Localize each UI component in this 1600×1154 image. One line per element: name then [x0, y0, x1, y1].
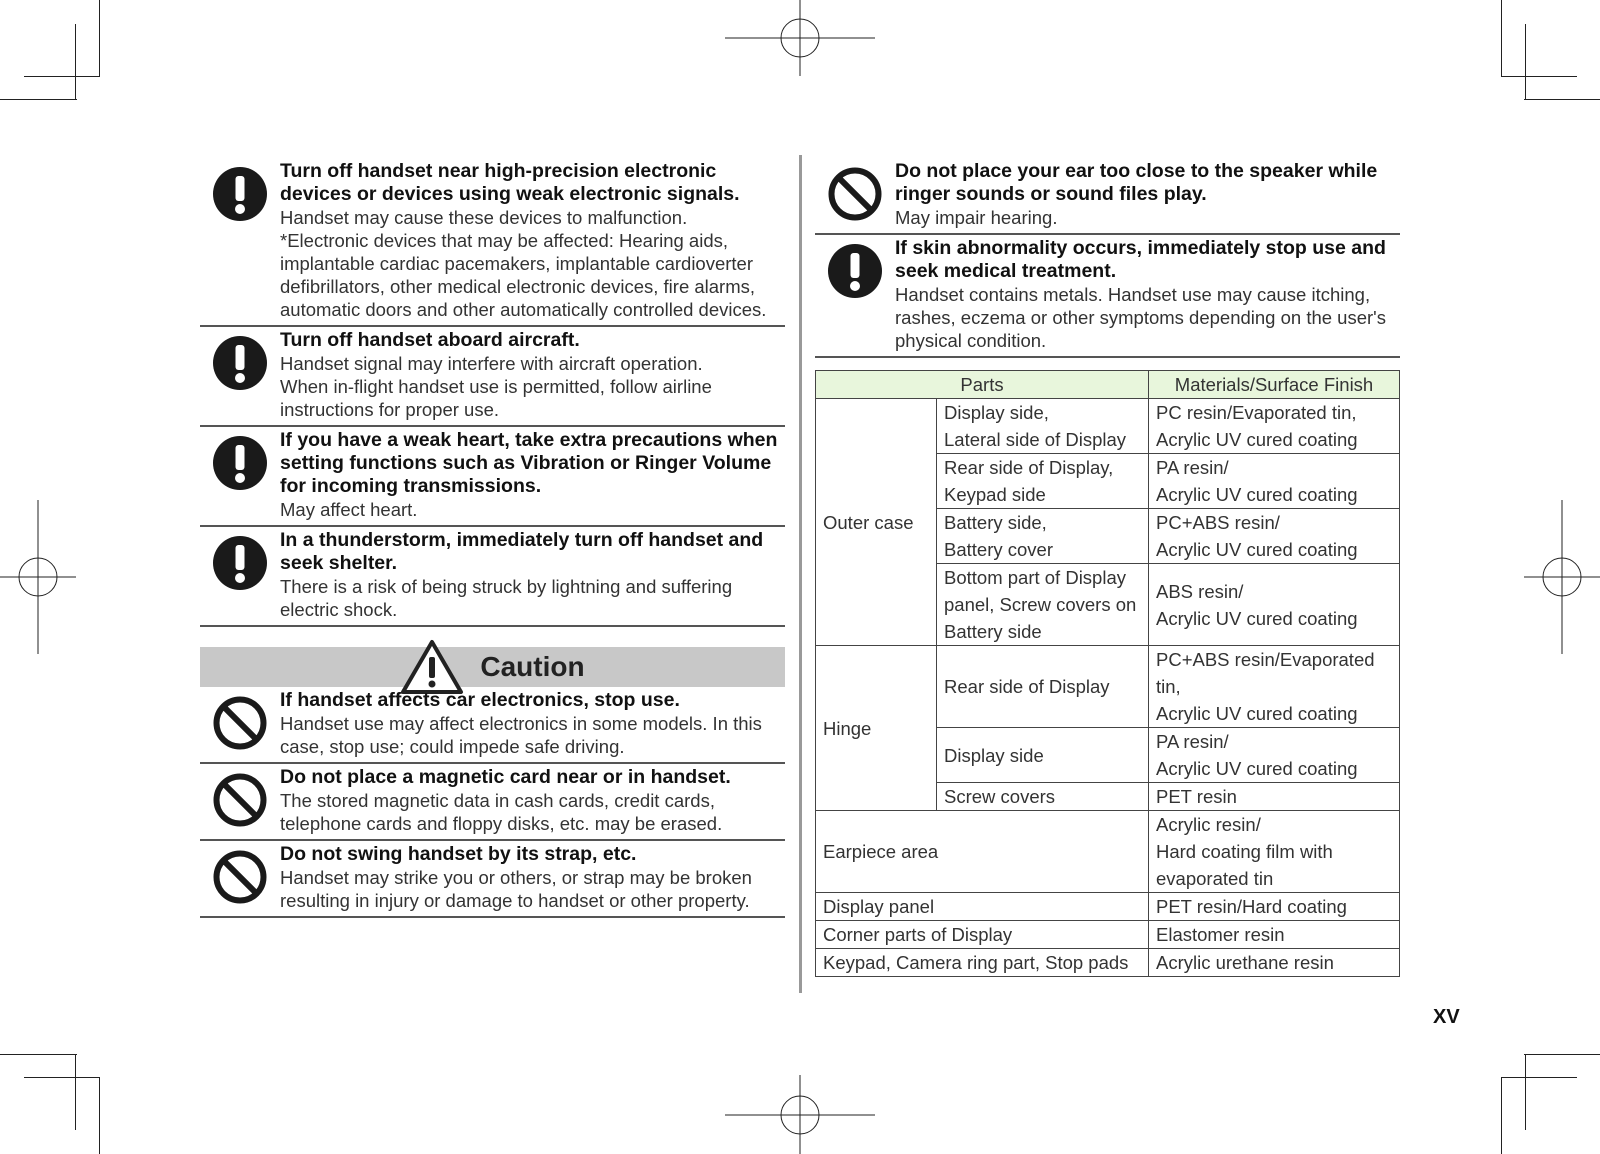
part-cell: Rear side of Display, Keypad side	[937, 454, 1149, 509]
safety-item-icon	[200, 160, 280, 321]
table-header-row	[816, 371, 1400, 399]
prohibition-icon	[212, 772, 268, 828]
exclamation-icon	[212, 435, 268, 491]
safety-item-body: The stored magnetic data in cash cards, credit cards, telephone cards and floppy disks, etc. may be erased.	[280, 790, 723, 834]
prohibition-icon	[827, 166, 883, 222]
safety-item-icon	[815, 160, 895, 229]
safety-item-title: Do not swing handset by its strap, etc.	[280, 843, 637, 865]
safety-item-title: If handset affects car electronics, stop use.	[280, 689, 680, 711]
part-cell: Keypad, Camera ring part, Stop pads	[816, 949, 1149, 977]
part-cell: Display side, Lateral side of Display	[937, 399, 1149, 454]
caution-header	[200, 647, 785, 687]
prohibition-icon	[212, 695, 268, 751]
safety-item-text	[280, 329, 785, 421]
part-cell: Display side	[937, 728, 1149, 783]
material-cell: PC resin/Evaporated tin, Acrylic UV cured coating	[1149, 399, 1400, 454]
table-row	[816, 949, 1400, 977]
safety-item	[200, 327, 785, 427]
registration-target-icon	[1520, 500, 1600, 654]
material-cell: Acrylic resin/ Hard coating film with evaporated tin	[1149, 811, 1400, 893]
safety-item-title: Turn off handset aboard aircraft.	[280, 329, 580, 351]
table-row	[816, 811, 1400, 893]
material-cell: Elastomer resin	[1149, 921, 1400, 949]
warning-triangle-icon	[400, 639, 464, 695]
group-outer-case: Outer case	[816, 399, 937, 646]
safety-item-title: In a thunderstorm, immediately turn off handset and seek shelter.	[280, 529, 764, 574]
part-cell: Rear side of Display	[937, 646, 1149, 728]
safety-item-text	[280, 160, 785, 321]
warning-list	[200, 158, 785, 627]
group-hinge: Hinge	[816, 646, 937, 811]
part-cell: Corner parts of Display	[816, 921, 1149, 949]
safety-item-icon	[200, 766, 280, 835]
safety-item-text	[280, 529, 785, 621]
safety-item-icon	[815, 237, 895, 352]
caution-list	[200, 687, 785, 918]
safety-item-body: May affect heart.	[280, 499, 418, 520]
registration-target-icon	[0, 500, 80, 654]
safety-item-body: Handset contains metals. Handset use may cause itching, rashes, eczema or other symptoms depending on the user's physical condition.	[895, 284, 1386, 351]
safety-item-body: Handset may cause these devices to malfunction. *Electronic devices that may be affected: Hearing aids, implantable cardiac pacemakers, implantable cardioverter defibrillators, other medical electronic devices, fire alarms, automatic doors and other automatically controlled devices.	[280, 207, 767, 320]
header-parts: Parts	[816, 371, 1149, 399]
safety-item-icon	[200, 429, 280, 521]
page-number: XV	[1433, 1006, 1460, 1028]
safety-item-text	[280, 689, 785, 758]
registration-target-icon	[720, 1075, 880, 1154]
material-cell: PC+ABS resin/Evaporated tin, Acrylic UV cured coating	[1149, 646, 1400, 728]
safety-item	[200, 687, 785, 764]
safety-item-body: Handset may strike you or others, or strap may be broken resulting in injury or damage to handset or other property.	[280, 867, 752, 911]
material-cell: PA resin/ Acrylic UV cured coating	[1149, 728, 1400, 783]
safety-item-body: Handset use may affect electronics in some models. In this case, stop use; could impede safe driving.	[280, 713, 762, 757]
part-cell: Display panel	[816, 893, 1149, 921]
safety-item	[815, 235, 1400, 358]
table-row	[816, 921, 1400, 949]
material-cell: PA resin/ Acrylic UV cured coating	[1149, 454, 1400, 509]
material-cell: Acrylic urethane resin	[1149, 949, 1400, 977]
safety-item	[200, 427, 785, 527]
safety-item-text	[895, 237, 1400, 352]
safety-item-icon	[200, 329, 280, 421]
safety-item-icon	[200, 689, 280, 758]
safety-item	[200, 527, 785, 627]
safety-item-title: If skin abnormality occurs, immediately stop use and seek medical treatment.	[895, 237, 1386, 282]
safety-item-icon	[200, 529, 280, 621]
table-row	[816, 399, 1400, 454]
prohibition-icon	[212, 849, 268, 905]
header-materials: Materials/Surface Finish	[1149, 371, 1400, 399]
table-row	[816, 646, 1400, 728]
safety-item-text	[895, 160, 1400, 229]
safety-item-title: Do not place your ear too close to the speaker while ringer sounds or sound files play.	[895, 160, 1378, 205]
materials-table	[815, 370, 1400, 977]
right-column	[815, 158, 1400, 977]
exclamation-icon	[212, 535, 268, 591]
safety-item-icon	[200, 843, 280, 912]
safety-item-body: There is a risk of being struck by lightning and suffering electric shock.	[280, 576, 733, 620]
part-cell: Screw covers	[937, 783, 1149, 811]
material-cell: PC+ABS resin/ Acrylic UV cured coating	[1149, 509, 1400, 564]
part-cell: Battery side, Battery cover	[937, 509, 1149, 564]
exclamation-icon	[212, 166, 268, 222]
safety-item	[815, 158, 1400, 235]
safety-item	[200, 841, 785, 918]
exclamation-icon	[212, 335, 268, 391]
safety-item-title: Do not place a magnetic card near or in handset.	[280, 766, 731, 788]
safety-item-text	[280, 766, 785, 835]
part-cell: Bottom part of Display panel, Screw covers on Battery side	[937, 564, 1149, 646]
safety-item-text	[280, 429, 785, 521]
material-cell: PET resin	[1149, 783, 1400, 811]
safety-item	[200, 158, 785, 327]
safety-item	[200, 764, 785, 841]
column-divider	[799, 155, 802, 993]
part-cell: Earpiece area	[816, 811, 1149, 893]
table-row	[816, 893, 1400, 921]
warning-list-right	[815, 158, 1400, 358]
material-cell: PET resin/Hard coating	[1149, 893, 1400, 921]
safety-item-text	[280, 843, 785, 912]
exclamation-icon	[827, 243, 883, 299]
safety-item-body: Handset signal may interfere with aircraft operation. When in-flight handset use is permitted, follow airline instructions for proper use.	[280, 353, 712, 420]
registration-target-icon	[720, 0, 880, 80]
safety-item-title: If you have a weak heart, take extra precautions when setting functions such as Vibration or Ringer Volume for incoming transmissions.	[280, 429, 778, 497]
left-column	[200, 158, 785, 918]
caution-title: Caution	[480, 651, 585, 682]
material-cell: ABS resin/ Acrylic UV cured coating	[1149, 564, 1400, 646]
safety-item-body: May impair hearing.	[895, 207, 1058, 228]
safety-item-title: Turn off handset near high-precision electronic devices or devices using weak electronic signals.	[280, 160, 740, 205]
